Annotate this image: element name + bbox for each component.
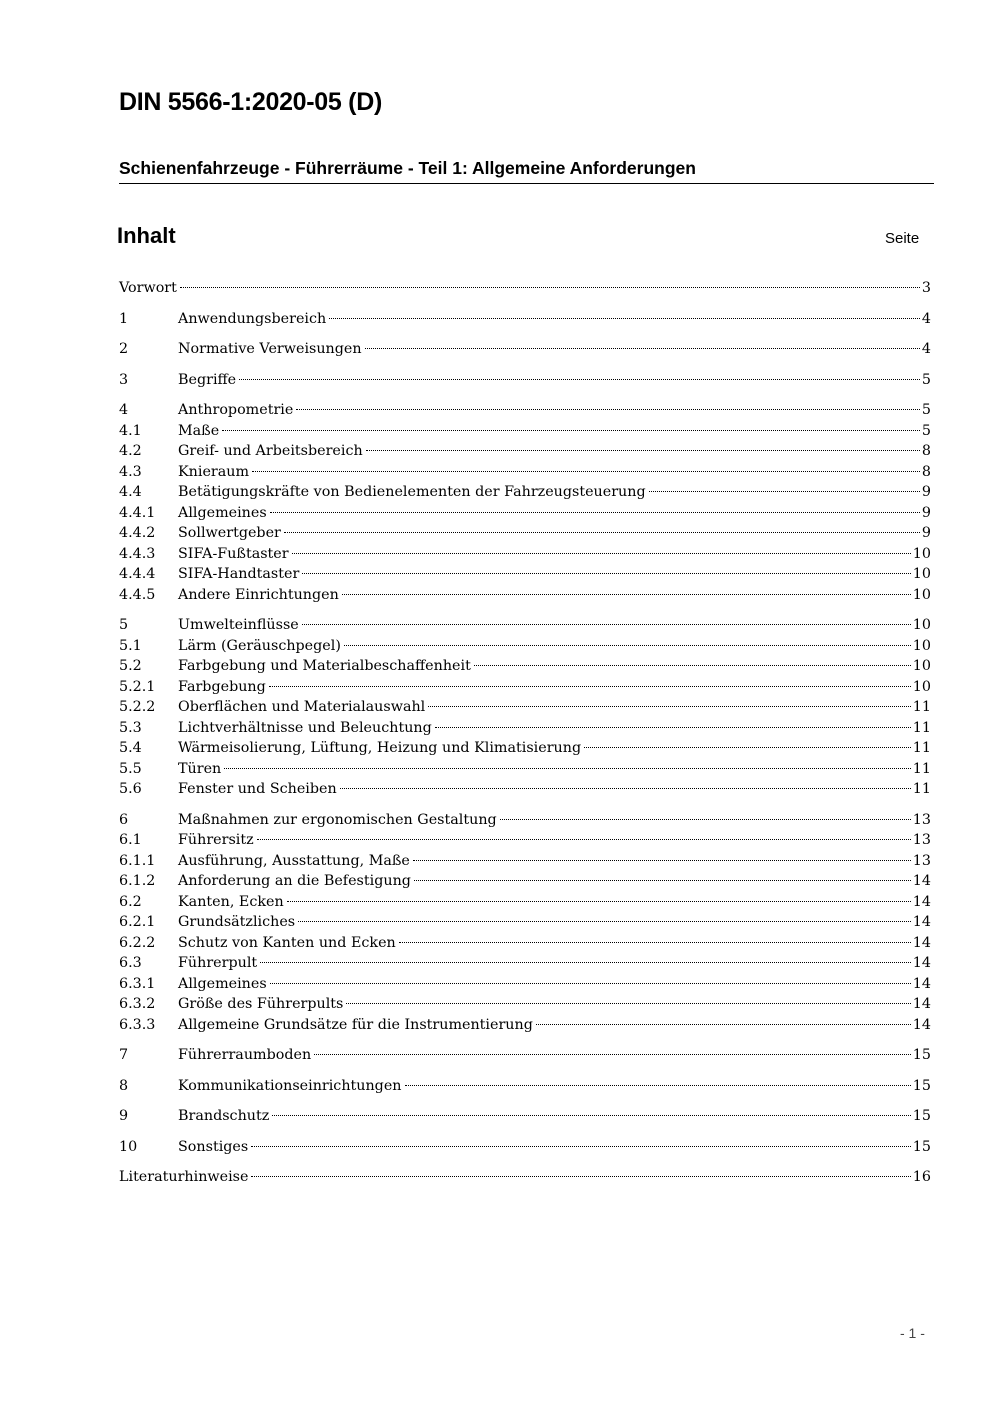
toc-dot-leader (340, 788, 911, 789)
toc-entry[interactable] (119, 912, 931, 933)
toc-entry-page: 10 (912, 658, 931, 674)
toc-entry-title: Allgemeines (178, 504, 267, 521)
toc-entry-number: 5.6 (119, 781, 142, 797)
toc-entry-number: 5.4 (119, 740, 142, 756)
toc-entry[interactable] (119, 953, 931, 974)
toc-entry-title: Vorwort (119, 280, 177, 296)
toc-dot-leader (344, 645, 911, 646)
toc-dot-leader (500, 819, 911, 820)
toc-entry[interactable] (119, 309, 931, 330)
toc-entry-title: Lärm (Geräuschpegel) (178, 637, 341, 654)
toc-entry-page: 8 (921, 463, 931, 480)
toc-entry[interactable] (119, 503, 931, 524)
toc-entry-title: Fenster und Scheiben (178, 781, 337, 797)
toc-page-column-label: Seite (885, 230, 920, 247)
toc-entry-page: 5 (921, 402, 931, 418)
toc-dot-leader (342, 594, 911, 595)
toc-entry[interactable] (119, 697, 931, 718)
toc-entry[interactable] (119, 585, 931, 606)
toc-entry-number: 4.4.5 (119, 586, 156, 603)
toc-entry-title: Grundsätzliches (178, 914, 296, 930)
toc-entry[interactable] (119, 1167, 931, 1188)
toc-entry-number: 10 (119, 1138, 138, 1155)
toc-entry-page: 4 (921, 310, 931, 327)
toc-entry-page: 10 (912, 545, 931, 562)
toc-entry-page: 14 (912, 1016, 931, 1033)
toc-entry-number: 4.4 (119, 484, 142, 500)
toc-dot-leader (272, 1115, 911, 1116)
toc-dot-leader (366, 450, 920, 451)
toc-dot-leader (239, 379, 920, 380)
toc-entry-page: 14 (912, 893, 931, 910)
toc-entry[interactable] (119, 1106, 931, 1127)
toc-entry-number: 6.3.3 (119, 1016, 156, 1033)
toc-entry[interactable] (119, 656, 931, 677)
toc-dot-leader (180, 287, 920, 288)
toc-entry[interactable] (119, 810, 931, 831)
toc-dot-leader (284, 532, 920, 533)
toc-dot-leader (252, 471, 920, 472)
toc-entry-title: Anwendungsbereich (178, 310, 327, 327)
toc-entry-title: SIFA-Fußtaster (178, 545, 289, 562)
toc-dot-leader (365, 348, 920, 349)
toc-entry-number: 6 (119, 811, 129, 828)
toc-entry-number: 4.1 (119, 422, 142, 439)
toc-entry[interactable] (119, 892, 931, 913)
toc-dot-leader (270, 512, 920, 513)
toc-entry[interactable] (119, 1045, 931, 1066)
toc-entry-title: Führersitz (178, 832, 254, 848)
toc-dot-leader (414, 880, 911, 881)
toc-entry-number: 4.4.1 (119, 504, 156, 521)
toc-entry-title: Umwelteinflüsse (178, 617, 299, 633)
toc-entry[interactable] (119, 441, 931, 462)
toc-entry-title: Maßnahmen zur ergonomischen Gestaltung (178, 811, 497, 828)
toc-entry-number: 9 (119, 1108, 129, 1124)
toc-entry-title: Maße (178, 422, 220, 439)
toc-dot-leader (413, 860, 911, 861)
toc-entry[interactable] (119, 759, 931, 780)
toc-entry-title: Andere Einrichtungen (178, 586, 339, 603)
toc-entry-title: Farbgebung und Materialbeschaffenheit (178, 658, 471, 674)
toc-entry[interactable] (119, 482, 931, 503)
toc-entry[interactable] (119, 718, 931, 739)
document-title: DIN 5566-1:2020-05 (D) (119, 88, 382, 116)
toc-dot-leader (269, 686, 911, 687)
toc-entry-title: Knieraum (178, 463, 250, 480)
toc-entry-number: 2 (119, 341, 129, 357)
toc-dot-leader (287, 901, 911, 902)
toc-entry-number: 6.3.1 (119, 975, 156, 992)
toc-entry[interactable] (119, 421, 931, 442)
toc-entry-page: 4 (921, 341, 931, 357)
toc-dot-leader (296, 409, 920, 410)
toc-entry-number: 6.1.1 (119, 852, 156, 869)
toc-entry[interactable] (119, 738, 931, 759)
toc-entry-page: 13 (912, 852, 931, 869)
toc-entry-title: Führerpult (178, 955, 258, 971)
toc-entry-title: Kommunikationseinrichtungen (178, 1077, 402, 1094)
toc-entry-page: 10 (912, 678, 931, 695)
toc-entry-number: 6.2.1 (119, 914, 156, 930)
toc-dot-leader (222, 430, 920, 431)
toc-entry-number: 8 (119, 1077, 129, 1094)
toc-entry-number: 5 (119, 617, 129, 633)
toc-entry[interactable] (119, 636, 931, 657)
toc-entry-title: Sollwertgeber (178, 525, 281, 541)
toc-entry-page: 9 (921, 504, 931, 521)
toc-dot-leader (329, 318, 920, 319)
toc-entry-title: Wärmeisolierung, Lüftung, Heizung und Klimatisierung (178, 740, 582, 756)
toc-entry[interactable] (119, 994, 931, 1015)
toc-entry-page: 11 (912, 699, 931, 715)
toc-entry-title: Lichtverhältnisse und Beleuchtung (178, 719, 432, 736)
toc-entry-number: 5.2.2 (119, 699, 156, 715)
toc-entry[interactable] (119, 933, 931, 954)
toc-entry[interactable] (119, 544, 931, 565)
toc-heading: Inhalt (117, 223, 176, 248)
document-subtitle: Schienenfahrzeuge - Führerräume - Teil 1: Allgemeine Anforderungen (119, 158, 696, 178)
toc-entry-page: 8 (921, 443, 931, 459)
toc-dot-leader (260, 962, 911, 963)
toc-entry-title: Normative Verweisungen (178, 341, 362, 357)
toc-entry-page: 15 (912, 1138, 931, 1155)
toc-entry[interactable] (119, 779, 931, 800)
toc-entry-title: Kanten, Ecken (178, 893, 284, 910)
toc-entry-page: 14 (912, 975, 931, 992)
toc-entry-page: 14 (912, 955, 931, 971)
toc-entry-number: 5.2 (119, 658, 142, 674)
toc-dot-leader (474, 665, 911, 666)
toc-dot-leader (428, 706, 911, 707)
toc-entry-page: 13 (912, 832, 931, 848)
table-of-contents (119, 278, 931, 1188)
toc-dot-leader (257, 839, 911, 840)
toc-entry-title: Anthropometrie (178, 402, 294, 418)
toc-dot-leader (536, 1024, 911, 1025)
toc-entry[interactable] (119, 462, 931, 483)
toc-entry-page: 15 (912, 1077, 931, 1094)
toc-entry-page: 10 (912, 637, 931, 654)
toc-entry-page: 14 (912, 934, 931, 951)
toc-entry-title: Oberflächen und Materialauswahl (178, 699, 426, 715)
toc-entry-page: 11 (912, 781, 931, 797)
toc-entry-page: 16 (912, 1169, 931, 1185)
toc-entry-number: 5.5 (119, 760, 142, 777)
toc-entry-page: 11 (912, 760, 931, 777)
toc-dot-leader (649, 491, 920, 492)
toc-entry-page: 10 (912, 566, 931, 582)
toc-entry-number: 7 (119, 1047, 129, 1063)
toc-entry-number: 4.2 (119, 443, 142, 459)
toc-entry[interactable] (119, 677, 931, 698)
toc-entry-page: 5 (921, 422, 931, 439)
toc-entry-number: 4.4.2 (119, 525, 156, 541)
toc-entry[interactable] (119, 564, 931, 585)
toc-dot-leader (584, 747, 911, 748)
toc-entry[interactable] (119, 523, 931, 544)
toc-dot-leader (292, 553, 911, 554)
page-number: - 1 - (900, 1325, 925, 1341)
toc-dot-leader (435, 727, 911, 728)
toc-entry-page: 15 (912, 1108, 931, 1124)
toc-entry[interactable] (119, 370, 931, 391)
toc-entry-title: Sonstiges (178, 1138, 249, 1155)
toc-entry-page: 5 (921, 371, 931, 388)
toc-entry[interactable] (119, 1137, 931, 1158)
toc-entry-title: Greif- und Arbeitsbereich (178, 443, 363, 459)
toc-entry-title: Begriffe (178, 371, 237, 388)
toc-entry-page: 14 (912, 996, 931, 1012)
toc-entry-title: Farbgebung (178, 678, 266, 695)
toc-entry-page: 10 (912, 617, 931, 633)
toc-entry[interactable] (119, 871, 931, 892)
toc-entry-number: 6.3.2 (119, 996, 156, 1012)
toc-entry-number: 6.3 (119, 955, 142, 971)
toc-entry[interactable] (119, 830, 931, 851)
toc-entry-title: Größe des Führerpults (178, 996, 344, 1012)
toc-entry-title: Türen (178, 760, 222, 777)
toc-entry[interactable] (119, 400, 931, 421)
toc-entry-page: 3 (921, 280, 931, 296)
toc-entry-page: 10 (912, 586, 931, 603)
toc-entry-number: 4.4.4 (119, 566, 156, 582)
toc-entry-page: 14 (912, 873, 931, 889)
toc-entry-title: Schutz von Kanten und Ecken (178, 934, 396, 951)
toc-dot-leader (399, 942, 911, 943)
toc-dot-leader (302, 573, 911, 574)
toc-entry-page: 9 (921, 484, 931, 500)
toc-dot-leader (346, 1003, 910, 1004)
toc-entry-number: 6.2 (119, 893, 142, 910)
toc-dot-leader (298, 921, 911, 922)
toc-entry-title: Allgemeines (178, 975, 267, 992)
toc-entry-number: 4.4.3 (119, 545, 156, 562)
toc-entry-title: Betätigungskräfte von Bedienelementen der Fahrzeugsteuerung (178, 484, 646, 500)
toc-dot-leader (251, 1146, 911, 1147)
toc-entry-title: Literaturhinweise (119, 1169, 249, 1185)
toc-entry[interactable] (119, 1015, 931, 1036)
toc-entry-page: 15 (912, 1047, 931, 1063)
toc-entry-number: 1 (119, 310, 129, 327)
toc-entry-number: 5.2.1 (119, 678, 156, 695)
toc-entry-number: 3 (119, 371, 129, 388)
toc-entry-title: Ausführung, Ausstattung, Maße (178, 852, 410, 869)
toc-entry-title: Anforderung an die Befestigung (178, 873, 411, 889)
toc-entry-page: 9 (921, 525, 931, 541)
toc-entry-number: 4.3 (119, 463, 142, 480)
toc-dot-leader (314, 1054, 911, 1055)
toc-dot-leader (405, 1085, 911, 1086)
toc-dot-leader (224, 768, 911, 769)
toc-entry-title: Führerraumboden (178, 1047, 312, 1063)
toc-entry[interactable] (119, 974, 931, 995)
toc-entry-page: 14 (912, 914, 931, 930)
toc-entry-number: 6.1.2 (119, 873, 156, 889)
toc-entry[interactable] (119, 615, 931, 636)
toc-entry-number: 5.1 (119, 637, 142, 654)
toc-entry-number: 4 (119, 402, 129, 418)
toc-entry-number: 6.1 (119, 832, 142, 848)
toc-entry[interactable] (119, 1076, 931, 1097)
toc-entry[interactable] (119, 278, 931, 299)
toc-entry-title: Brandschutz (178, 1108, 270, 1124)
toc-entry-title: SIFA-Handtaster (178, 566, 300, 582)
toc-dot-leader (302, 624, 911, 625)
toc-entry-page: 13 (912, 811, 931, 828)
toc-entry-number: 5.3 (119, 719, 142, 736)
toc-dot-leader (270, 983, 911, 984)
toc-entry[interactable] (119, 339, 931, 360)
toc-entry-title: Allgemeine Grundsätze für die Instrumentierung (178, 1016, 533, 1033)
title-divider (119, 183, 934, 184)
toc-entry-number: 6.2.2 (119, 934, 156, 951)
toc-entry-page: 11 (912, 740, 931, 756)
toc-entry-page: 11 (912, 719, 931, 736)
toc-dot-leader (251, 1176, 910, 1177)
toc-entry[interactable] (119, 851, 931, 872)
